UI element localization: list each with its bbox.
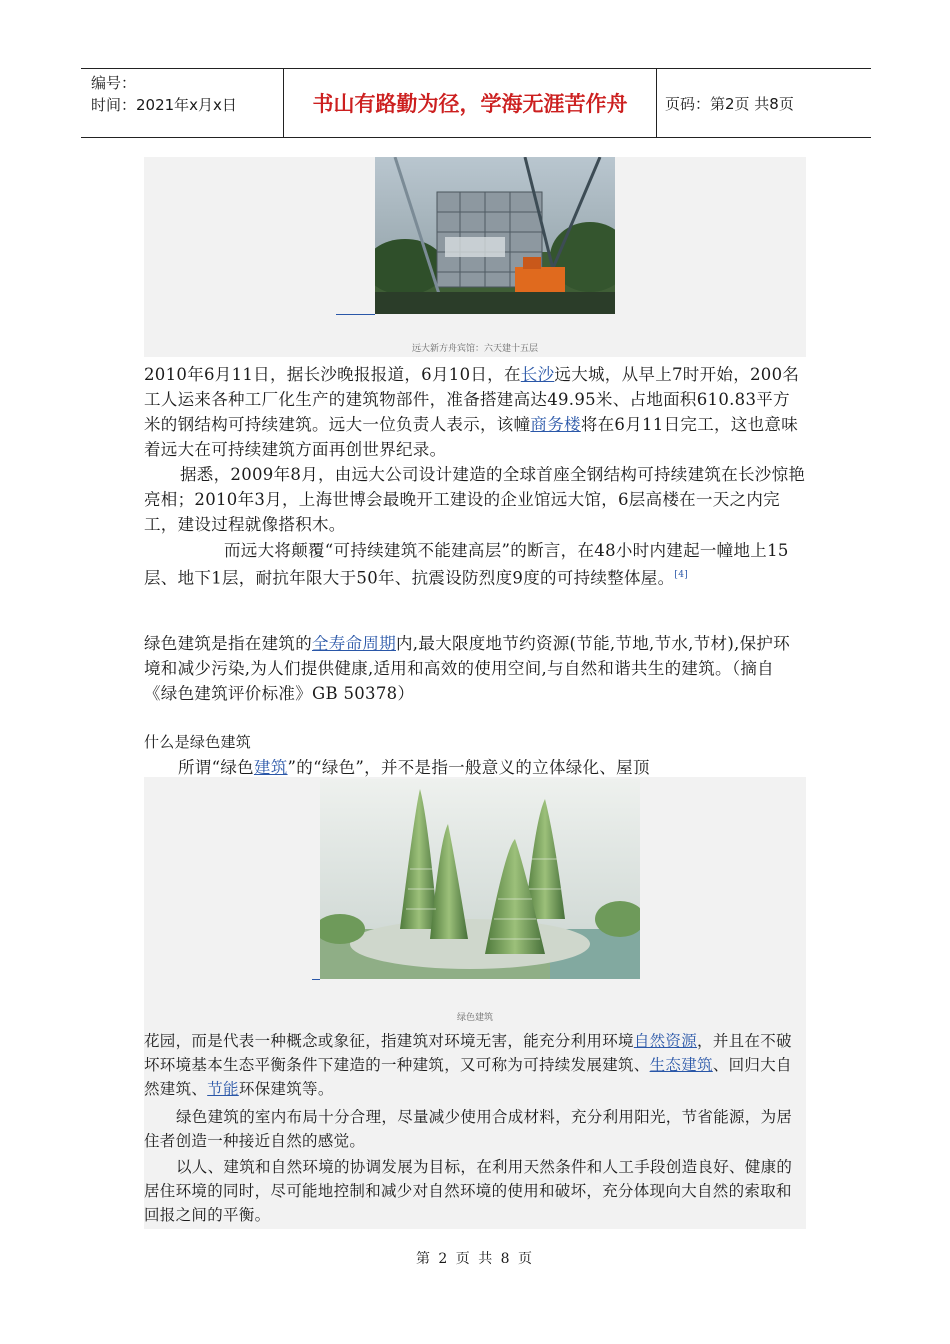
link-energy-saving[interactable]: 节能 [207,1080,239,1098]
section-heading: 什么是绿色建筑 [144,733,252,751]
p6-text-b: ，并且在不破坏环境基本生态平衡条件下建造的一种建筑，又可称为可持续发展建筑、 [144,1032,792,1074]
figure1-link-underline[interactable] [336,314,375,315]
figure2-link-underline[interactable] [312,979,320,980]
paragraph-7: 绿色建筑的室内布局十分合理，尽量减少使用合成材料，充分利用阳光，节省能源，为居住者创造一种接近自然的感觉。 [144,1108,793,1150]
paragraph-2: 据悉，2009年8月，由远大公司设计建造的全球首座全钢结构可持续建筑在长沙惊艳亮相；2010年3月，上海世博会最晚开工建设的企业馆远大馆，6层高楼在一天之内完工，建设过程就像搭积木。 [144,465,806,534]
figure1-caption: 远大新方舟宾馆：六天建十五层 [411,344,538,354]
link-changsha[interactable]: 长沙 [520,365,555,384]
p1-text-b: 远大城，从早上7时开始，200名工人运来各种工厂化生产的建筑物部件，准备搭建高达49.95米、占地面积610.83平方米的钢结构可持续建筑。远大一位负责人表示，该幢 [144,365,800,434]
header-motto: 书山有路勤为径，学海无涯苦作舟 [284,69,657,137]
link-ecological-architecture[interactable]: 生态建筑 [649,1056,713,1074]
p6-text-d: 环保建筑等。 [238,1080,334,1098]
p6-text-c: 、回归大自然建筑、 [144,1056,792,1098]
link-natural-resources[interactable]: 自然资源 [633,1032,698,1050]
p5-text-a: 所谓“绿色 [178,758,254,777]
paragraph-4 [144,631,806,706]
construction-crane-photo [375,157,615,314]
paragraph-6 [144,1029,806,1101]
paragraph-3 [144,538,806,591]
p1-text-c: 将在6月11日完工，这也意味着远大在可持续建筑方面再创世界纪录。 [144,415,799,459]
page-header [81,68,871,138]
p4-text-b: 内,最大限度地节约资源(节能,节地,节水,节材),保护环境和减少污染,为人们提供健康,适用和高效的使用空间,与自然和谐共生的建筑。（摘自《绿色建筑评价标准》GB 50378） [144,634,790,703]
link-full-life-cycle[interactable]: 全寿命周期 [312,634,396,653]
page-footer: 第 2 页 共 8 页 [415,1251,535,1267]
paragraph-5 [144,755,806,780]
paragraph-8: 以人、建筑和自然环境的协调发展为目标，在利用天然条件和人工手段创造良好、健康的居住环境的同时，尽可能地控制和减少对自然环境的使用和破坏，充分体现向大自然的索取和回报之间的平衡。 [144,1158,793,1224]
document-time-label: 时间：2021年x月x日 [91,96,237,114]
header-meta [81,69,284,137]
p6-text-a: 花园，而是代表一种概念或象征，指建筑对环境无害，能充分利用环境 [144,1032,634,1050]
reference-4[interactable]: [4] [674,570,689,580]
green-towers-rendering [320,779,640,979]
p5-text-b: ”的“绿色”，并不是指一般意义的立体绿化、屋顶 [287,758,650,777]
figure2-caption: 绿色建筑 [456,1013,493,1023]
paragraph-1 [144,362,806,462]
p1-text-a: 2010年6月11日，据长沙晚报报道，6月10日，在 [144,365,521,384]
link-business-building[interactable]: 商务楼 [530,415,581,434]
p4-text-a: 绿色建筑是指在建筑的 [144,634,312,653]
document-number-label: 编号： [91,74,137,92]
p3-text: 而远大将颠覆“可持续建筑不能建高层”的断言，在48小时内建起一幢地上15层、地下1层，耐抗年限大于50年、抗震设防烈度9度的可持续整体屋。 [144,541,789,588]
link-architecture[interactable]: 建筑 [253,758,288,777]
header-page-number: 页码：第2页 共8页 [665,94,794,113]
